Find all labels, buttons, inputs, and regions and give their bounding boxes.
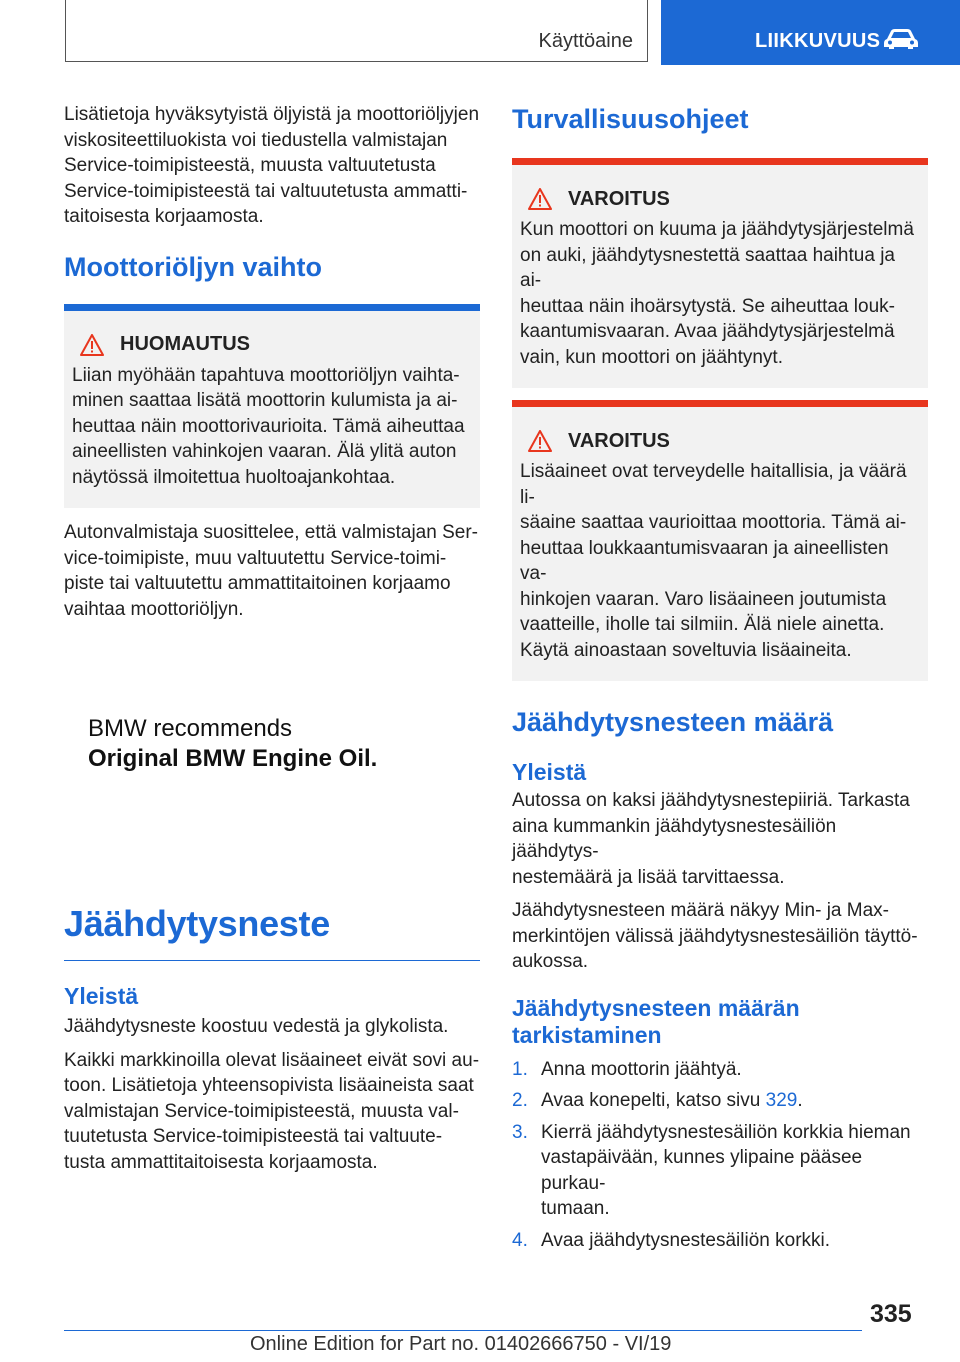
warning-2-title: VAROITUS — [568, 429, 670, 452]
warning-box-2: VAROITUS Lisäaineet ovat terveydelle haitallisia, ja väärä li- säaine saattaa vaurioittaa moottoria. Tämä ai- heuttaa loukkaantumisvaaran ja aineellisten va- hinkojen vaaran. Varo lisäaineen joutumista vaatteille, iholle tai silmiin. Älä niele ainetta. Käytä ainoastaan soveltuvia lisäaineita. — [512, 400, 928, 681]
coolant-level-general-heading: Yleistä — [512, 759, 587, 785]
warning-2-header — [520, 429, 920, 453]
coolant-general-para1: Jäähdytysneste koostuu vedestä ja glykolista. — [64, 1016, 449, 1037]
step-item: 3. Kierrä jäähdytysnestesäiliön korkkia hieman vastapäivään, kunnes ylipaine pääsee purkau- tumaan. — [512, 1121, 911, 1219]
coolant-general-heading: Yleistä — [64, 983, 139, 1009]
warning-1-title: VAROITUS — [568, 187, 670, 210]
step-item: 4. Avaa jäähdytysnestesäiliön korkki. — [512, 1229, 831, 1251]
bmw-oil-ad — [88, 714, 480, 774]
page-number: 335 — [870, 1300, 912, 1328]
warning-box-1: VAROITUS Kun moottori on kuuma ja jäähdytysjärjestelmä on auki, jäähdytysnestettä saattaa haihtua ja ai- heuttaa näin ihoärsytystä. Se aiheuttaa louk- kaantumisvaaran. Avaa jäähdytysjärjestelmä vain, kun moottori on jäähtynyt. — [512, 158, 928, 388]
header-chapter-tab[interactable] — [661, 0, 960, 65]
notice-title: HUOMAUTUS — [120, 333, 250, 355]
step-item: 2. Avaa konepelti, katso sivu 329. — [512, 1090, 803, 1111]
coolant-level-para1: Autossa on kaksi jäähdytysnestepiiriä. Tarkasta aina kummankin jäähdytysnestesäiliön jäähdytys- nestemäärä ja lisää tarvittaessa. — [512, 790, 910, 888]
oil-change-heading: Moottoriöljyn vaihto — [64, 251, 322, 282]
warning-triangle-icon — [528, 430, 552, 452]
header-section-tab — [65, 0, 648, 62]
recommend-paragraph: Autonvalmistaja suosittelee, että valmistajan Ser- vice-toimipiste, muu valtuutettu Service-toimi- piste tai valtuutettu ammattitaitoinen korjaamo vaihtaa moottoriöljyn. — [64, 522, 478, 620]
warning-1-header — [520, 187, 920, 211]
notice-header — [72, 333, 472, 357]
car-icon — [881, 27, 921, 51]
safety-heading: Turvallisuusohjeet — [512, 104, 749, 134]
coolant-heading: Jäähdytysneste — [64, 903, 330, 944]
header-section-label: Käyttöaine — [538, 30, 633, 52]
right-column — [512, 102, 928, 1259]
warning-triangle-icon — [528, 188, 552, 210]
warning-triangle-icon — [80, 334, 104, 356]
bmw-ad-line1: BMW recommends — [88, 715, 293, 742]
footer-rule — [64, 1330, 862, 1331]
coolant-level-heading: Jäähdytysnesteen määrä — [512, 707, 834, 737]
bmw-ad-line2: Original BMW Engine Oil. — [88, 745, 378, 772]
coolant-check-heading: Jäähdytysnesteen määrän tarkistaminen — [512, 994, 800, 1048]
coolant-general-para2: Kaikki markkinoilla olevat lisäaineet eivät sovi au- toon. Lisätietoja yhteensopivista lisäaineista saat valmistajan Service-toimipisteestä, muusta val- tuutetusta Service-toimipisteestä tai valtuute- tusta ammattitaitoisesta korjaamosta. — [64, 1049, 480, 1173]
header-chapter-label: LIIKKUVUUS — [755, 30, 881, 52]
notice-box: HUOMAUTUS Liian myöhään tapahtuva moottoriöljyn vaihta- minen saattaa lisätä moottorin kulumista ja ai- heuttaa näin moottorivaurioita. Tämä aiheuttaa aineellisten vahinkojen vaaran. Älä ylitä auton näytössä ilmoitettua huoltoajankohtaa. — [64, 304, 480, 509]
page-reference-link[interactable]: 329 — [765, 1090, 798, 1111]
coolant-heading-rule — [64, 960, 480, 961]
coolant-check-steps — [512, 1057, 928, 1254]
footer-text: Online Edition for Part no. 01402666750 - VI/19 — [250, 1333, 672, 1355]
intro-paragraph: Lisätietoja hyväksytyistä öljyistä ja moottoriöljyjen viskositeettiluokista voi tiedustella valmistajan Service-toimipisteestä, muusta valtuutetusta Service-toimipisteestä tai valtuutetusta ammatti- taitoisesta korjaamosta. — [64, 104, 480, 227]
left-column — [64, 102, 480, 1183]
coolant-level-para2: Jäähdytysnesteen määrä näkyy Min- ja Max- merkintöjen välissä jäähdytysnestesäiliön täyttö- aukossa. — [512, 900, 918, 972]
step-item: 1. Anna moottorin jäähtyä. — [512, 1058, 742, 1080]
